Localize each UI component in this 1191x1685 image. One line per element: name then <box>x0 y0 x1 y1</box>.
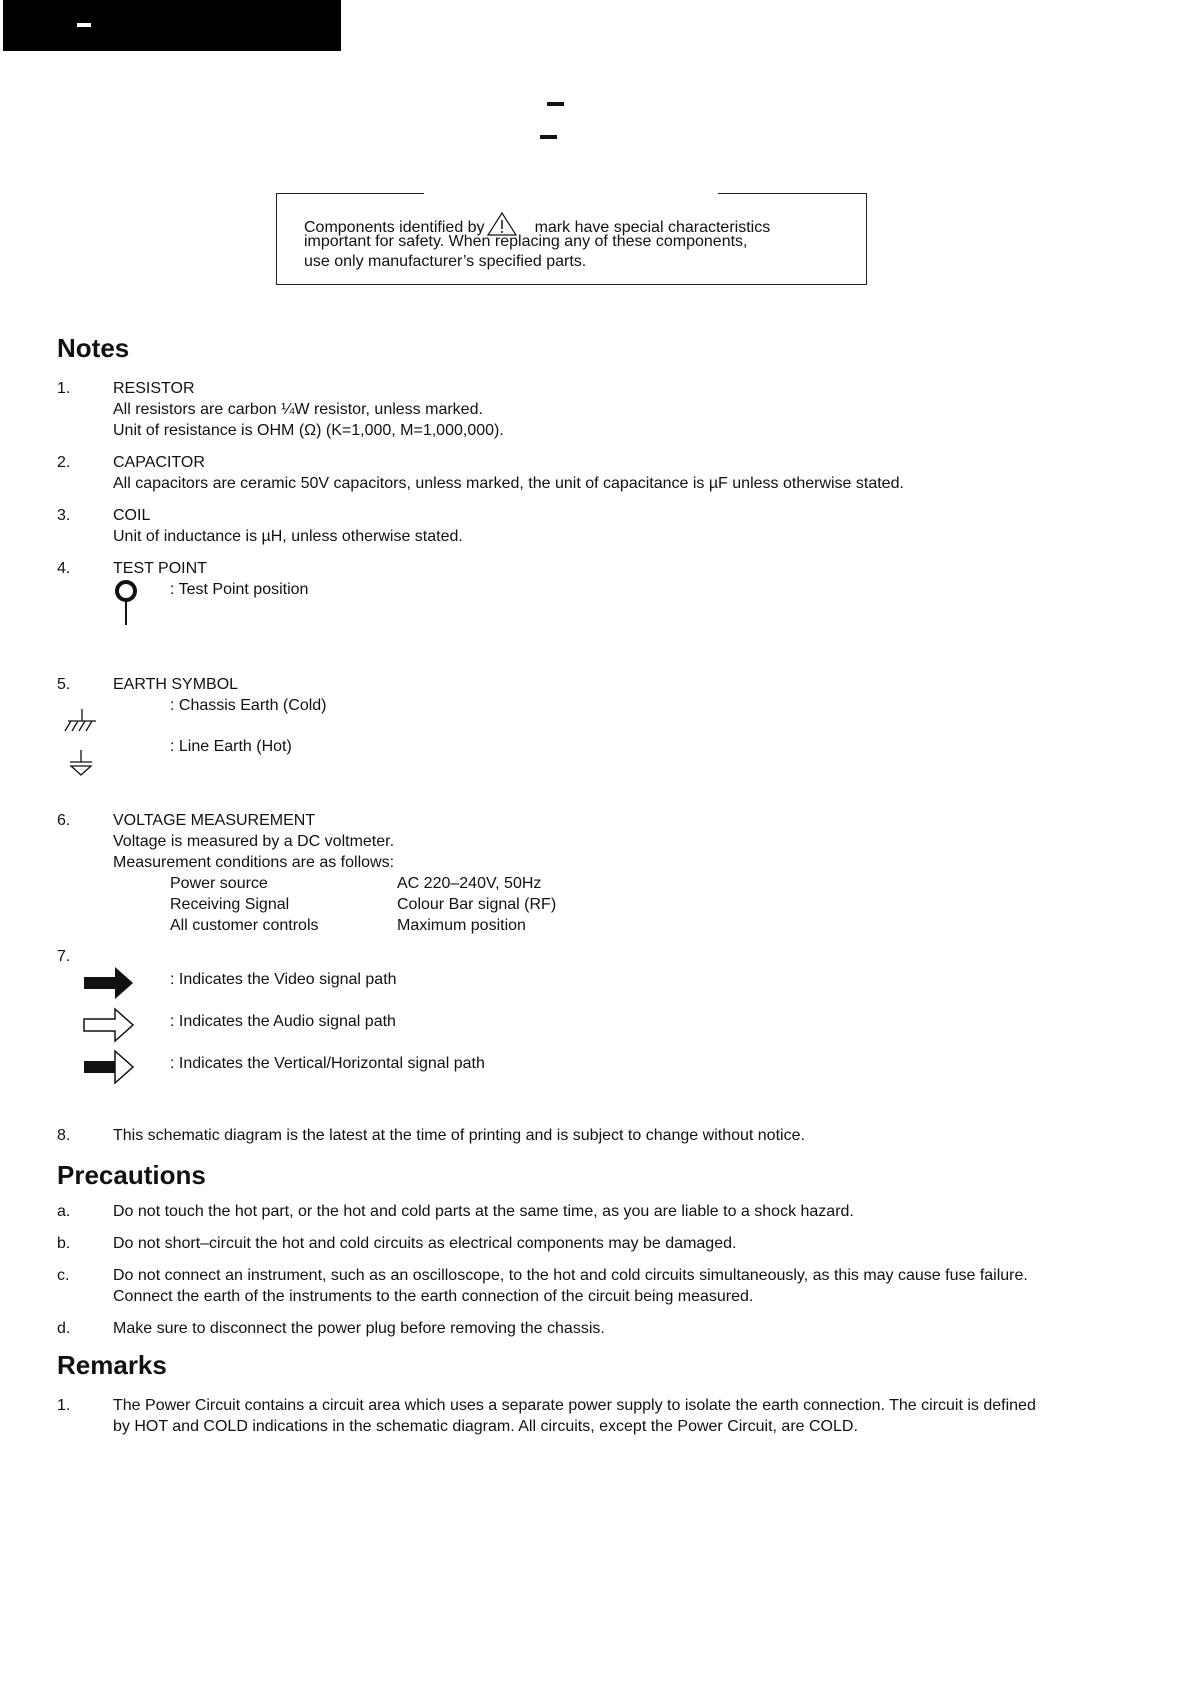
note-2-number: 2. <box>57 454 71 471</box>
note-8-number: 8. <box>57 1127 71 1144</box>
note-6-number: 6. <box>57 812 71 829</box>
measurement-value: Maximum position <box>397 917 526 934</box>
note-5-title: EARTH SYMBOL <box>113 676 239 693</box>
precaution-text: Make sure to disconnect the power plug before removing the chassis. <box>113 1320 605 1337</box>
safety-line-2: important for safety. When replacing any of these components, <box>304 233 748 250</box>
safety-notice-box <box>276 193 867 285</box>
header-bar <box>3 0 341 51</box>
remark-text-continued: by HOT and COLD indications in the schematic diagram. All circuits, except the Power Circuit, are COLD. <box>113 1418 858 1435</box>
note-1-line-2: Unit of resistance is OHM (Ω) (K=1,000, M=1,000,000). <box>113 422 504 439</box>
safety-line-1 <box>304 212 864 236</box>
title-dash-upper <box>547 102 564 106</box>
test-point-label: : Test Point position <box>170 581 309 598</box>
note-4-title: TEST POINT <box>113 560 207 577</box>
safety-line-1-end: mark have special characteristics <box>534 219 771 236</box>
notes-heading: Notes <box>57 333 130 363</box>
vertical-horizontal-signal-arrow-icon <box>83 1050 135 1084</box>
precaution-text: Do not connect an instrument, such as an oscilloscope, to the hot and cold circuits simultaneously, as this may cause fuse failure. <box>113 1267 1028 1284</box>
note-3-number: 3. <box>57 507 71 524</box>
precautions-heading: Precautions <box>57 1160 206 1190</box>
remarks-heading: Remarks <box>57 1350 167 1380</box>
precaution-letter: b. <box>57 1235 71 1252</box>
chassis-earth-icon <box>60 709 98 733</box>
remark-number: 1. <box>57 1397 71 1414</box>
line-earth-label: : Line Earth (Hot) <box>170 738 292 755</box>
safety-line-3: use only manufacturer’s specified parts. <box>304 253 587 270</box>
note-4-number: 4. <box>57 560 71 577</box>
test-point-icon <box>113 580 139 626</box>
remark-text: The Power Circuit contains a circuit area which uses a separate power supply to isolate the earth connection. The circuit is defined <box>113 1397 1036 1414</box>
audio-signal-arrow-icon <box>83 1008 135 1042</box>
safety-notice-text <box>304 212 864 272</box>
precaution-letter: a. <box>57 1203 71 1220</box>
safety-line-1-start: Components identified by <box>304 219 485 236</box>
note-6-line-2: Measurement conditions are as follows: <box>113 854 395 871</box>
note-5-number: 5. <box>57 676 71 693</box>
measurement-label: All customer controls <box>170 917 319 934</box>
video-signal-arrow-icon <box>83 966 135 1000</box>
precaution-letter: d. <box>57 1320 71 1337</box>
title-dash-lower <box>540 135 557 139</box>
header-dash <box>77 23 91 27</box>
note-7-number: 7. <box>57 948 71 965</box>
precaution-text-continued: Connect the earth of the instruments to the earth connection of the circuit being measured. <box>113 1288 754 1305</box>
measurement-label: Receiving Signal <box>170 896 290 913</box>
precaution-text: Do not short–circuit the hot and cold circuits as electrical components may be damaged. <box>113 1235 737 1252</box>
note-6-line-1: Voltage is measured by a DC voltmeter. <box>113 833 395 850</box>
note-1-line-1: All resistors are carbon ¼W resistor, unless marked. <box>113 401 483 418</box>
note-3-title: COIL <box>113 507 151 524</box>
chassis-earth-label: : Chassis Earth (Cold) <box>170 697 327 714</box>
precaution-letter: c. <box>57 1267 70 1284</box>
line-earth-icon <box>68 750 94 776</box>
note-8-text: This schematic diagram is the latest at the time of printing and is subject to change without notice. <box>113 1127 805 1144</box>
note-6-title: VOLTAGE MEASUREMENT <box>113 812 316 829</box>
note-2-line-1: All capacitors are ceramic 50V capacitors, unless marked, the unit of capacitance is µF unless otherwise stated. <box>113 475 904 492</box>
video-signal-label: : Indicates the Video signal path <box>170 971 397 988</box>
measurement-value: Colour Bar signal (RF) <box>397 896 557 913</box>
safety-box-top-gap <box>424 190 718 196</box>
audio-signal-label: : Indicates the Audio signal path <box>170 1013 396 1030</box>
note-1-title: RESISTOR <box>113 380 195 397</box>
vertical-horizontal-signal-label: : Indicates the Vertical/Horizontal signal path <box>170 1055 485 1072</box>
measurement-value: AC 220–240V, 50Hz <box>397 875 542 892</box>
note-3-line-1: Unit of inductance is µH, unless otherwise stated. <box>113 528 463 545</box>
note-1-number: 1. <box>57 380 71 397</box>
note-2-title: CAPACITOR <box>113 454 205 471</box>
measurement-label: Power source <box>170 875 268 892</box>
precaution-text: Do not touch the hot part, or the hot and cold parts at the same time, as you are liable to a shock hazard. <box>113 1203 854 1220</box>
